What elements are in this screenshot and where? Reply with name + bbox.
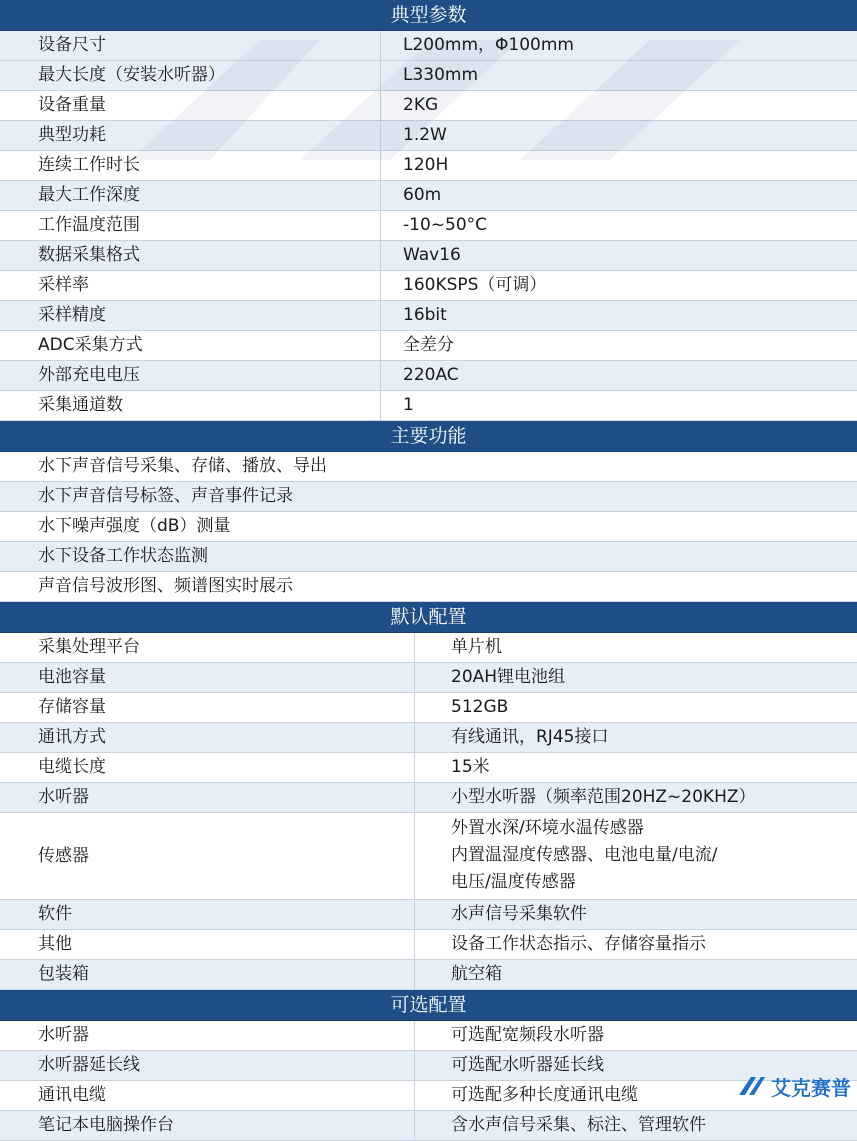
param-label: 工作温度范围 [0, 211, 381, 240]
table-row [0, 61, 857, 91]
table-row [0, 633, 857, 663]
config-value-line: 电压/温度传感器 [451, 872, 576, 892]
param-value: -10~50°C [403, 215, 488, 235]
config-value-line: 外置水深/环境水温传感器 [451, 818, 644, 838]
config-value: 可选配多种长度通讯电缆 [451, 1085, 638, 1105]
table-row [0, 241, 857, 271]
config-value: 小型水听器（频率范围20HZ~20KHZ） [451, 787, 756, 807]
table-row [0, 181, 857, 211]
table-row [0, 900, 857, 930]
param-label: 最大长度（安装水听器） [0, 61, 381, 90]
config-label: 存储容量 [0, 693, 415, 722]
config-value-line: 内置温湿度传感器、电池电量/电流/ [451, 845, 718, 865]
param-label: 采样精度 [0, 301, 381, 330]
config-value: 含水声信号采集、标注、管理软件 [451, 1115, 706, 1135]
function-text: 水下设备工作状态监测 [38, 546, 208, 566]
config-label: 水听器 [0, 1021, 415, 1050]
table-row [0, 813, 857, 900]
config-value: 20AH锂电池组 [451, 667, 566, 687]
brand-logo-icon [737, 1075, 767, 1097]
list-item [0, 452, 857, 482]
brand-mark [737, 1073, 851, 1099]
param-label: ADC采集方式 [0, 331, 381, 360]
config-value: 水声信号采集软件 [451, 904, 587, 924]
param-label: 典型功耗 [0, 121, 381, 150]
config-value-multiline [415, 813, 857, 899]
config-value: 航空箱 [451, 964, 502, 984]
section-header-typical: 典型参数 [0, 0, 857, 31]
config-label: 水听器延长线 [0, 1051, 415, 1080]
list-item [0, 512, 857, 542]
table-row [0, 331, 857, 361]
param-value: 16bit [403, 305, 447, 325]
config-value: 有线通讯，RJ45接口 [451, 727, 609, 747]
config-label: 其他 [0, 930, 415, 959]
config-label: 水听器 [0, 783, 415, 812]
table-row [0, 301, 857, 331]
param-value: Wav16 [403, 245, 461, 265]
table-row [0, 391, 857, 421]
param-label: 连续工作时长 [0, 151, 381, 180]
brand-name: 艾克赛普 [771, 1075, 851, 1100]
table-row [0, 1081, 857, 1111]
config-label: 通讯方式 [0, 723, 415, 752]
param-value: 2KG [403, 95, 439, 115]
param-value: L330mm [403, 65, 479, 85]
table-row [0, 753, 857, 783]
config-label: 软件 [0, 900, 415, 929]
list-item [0, 482, 857, 512]
config-label: 传感器 [0, 813, 415, 899]
table-row [0, 663, 857, 693]
param-label: 采集通道数 [0, 391, 381, 420]
param-value: 220AC [403, 365, 459, 385]
param-value: 120H [403, 155, 449, 175]
param-value: L200mm，Φ100mm [403, 35, 574, 55]
default-config-table [0, 633, 857, 990]
table-row [0, 211, 857, 241]
function-text: 水下噪声强度（dB）测量 [38, 516, 231, 536]
table-row [0, 1051, 857, 1081]
param-label: 最大工作深度 [0, 181, 381, 210]
section-header-functions: 主要功能 [0, 421, 857, 452]
table-row [0, 693, 857, 723]
config-value: 单片机 [451, 637, 502, 657]
param-label: 设备尺寸 [0, 31, 381, 60]
config-value: 可选配宽频段水听器 [451, 1025, 604, 1045]
config-value: 512GB [451, 697, 509, 717]
table-row [0, 960, 857, 990]
param-value: 1.2W [403, 125, 447, 145]
table-row [0, 271, 857, 301]
param-value: 160KSPS（可调） [403, 275, 547, 295]
table-row [0, 31, 857, 61]
typical-params-table [0, 31, 857, 421]
section-header-default-config: 默认配置 [0, 602, 857, 633]
config-label: 电缆长度 [0, 753, 415, 782]
section-header-optional-config: 可选配置 [0, 990, 857, 1021]
param-value: 全差分 [403, 335, 454, 355]
param-label: 设备重量 [0, 91, 381, 120]
config-label: 笔记本电脑操作台 [0, 1111, 415, 1140]
function-text: 声音信号波形图、频谱图实时展示 [38, 576, 293, 596]
list-item [0, 542, 857, 572]
table-row [0, 361, 857, 391]
config-value: 可选配水听器延长线 [451, 1055, 604, 1075]
table-row [0, 723, 857, 753]
table-row [0, 1111, 857, 1141]
table-row [0, 121, 857, 151]
config-label: 包装箱 [0, 960, 415, 989]
function-text: 水下声音信号采集、存储、播放、导出 [38, 456, 327, 476]
table-row [0, 91, 857, 121]
function-text: 水下声音信号标签、声音事件记录 [38, 486, 293, 506]
config-value: 设备工作状态指示、存储容量指示 [451, 934, 706, 954]
config-value: 15米 [451, 757, 490, 777]
param-label: 采样率 [0, 271, 381, 300]
config-label: 电池容量 [0, 663, 415, 692]
param-label: 数据采集格式 [0, 241, 381, 270]
param-label: 外部充电电压 [0, 361, 381, 390]
config-label: 通讯电缆 [0, 1081, 415, 1110]
table-row [0, 783, 857, 813]
param-value: 60m [403, 185, 442, 205]
table-row [0, 151, 857, 181]
optional-config-table [0, 1021, 857, 1141]
table-row [0, 1021, 857, 1051]
table-row [0, 930, 857, 960]
list-item [0, 572, 857, 602]
param-value: 1 [403, 395, 414, 415]
config-label: 采集处理平台 [0, 633, 415, 662]
functions-list [0, 452, 857, 602]
